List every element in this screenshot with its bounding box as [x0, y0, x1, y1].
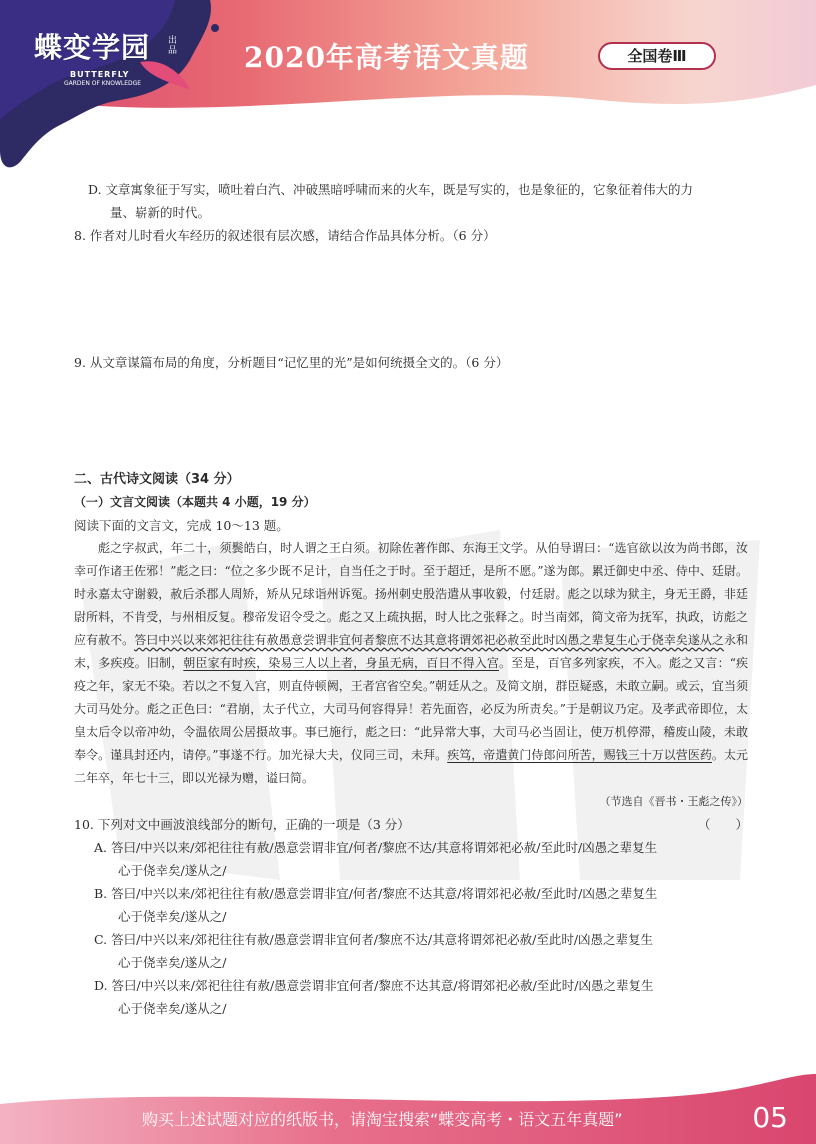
option-c[interactable]: C. 答曰/中兴以来/郊祀往往有赦/愚意尝谓非宜何者/黎庶不达/其意将谓郊祀必赦/至此时/凶愚之辈复生 [94, 932, 654, 947]
answer-space-q9[interactable] [74, 374, 748, 468]
classical-passage [74, 537, 748, 790]
logo-credit: 出品 [168, 36, 178, 56]
page-footer [0, 1074, 816, 1144]
logo-tagline-en: GARDEN OF KNOWLEDGE [64, 80, 142, 87]
page-number: 05 [752, 1101, 788, 1134]
option-c-continuation: 心于侥幸矣/遂从之/ [118, 955, 227, 970]
underlined-sentence-2: 疾笃，帝遣黄门侍郎问所苦，赐钱三十万以营医药 [447, 748, 712, 762]
question-10-header [74, 813, 748, 836]
logo-wordmark: 蝶变学园 [34, 31, 151, 64]
passage-source: （节选自《晋书・王彪之传》） [599, 795, 748, 808]
reading-instruction: 阅读下面的文言文，完成 10～13 题。 [74, 518, 289, 533]
page-content [74, 178, 748, 1020]
question-10-stem: 10. 下列对文中画波浪线部分的断句，正确的一项是（3 分） [74, 817, 410, 832]
wavy-underlined-text: 答曰中兴以来郊祀往往有赦愚意尝谓非宜何者黎庶不达其意将谓郊祀必赦至此时凶愚之辈复生心于侥幸矣遂从之 [134, 633, 724, 647]
answer-space-q8[interactable] [74, 247, 748, 351]
phone-icon [0, 1074, 12, 1092]
passage-part-1: 彪之字叔武，年二十，须鬓皓白，时人谓之王白须。初除佐著作郎、东海王文学。从伯导谓曰：“选官欲以汝为尚书郎，汝幸可作诸王佐邪！”彪之曰：“位之多少既不足计，自当任之于时。至于超迁，是所不愿。”遂为郎。累迁御史中丞、侍中、廷尉。时永嘉太守谢毅，赦后杀郡人周矫，矫从兄球诣州诉冤。扬州刺史殷浩遣从事收毅，付廷尉。彪之以球为狱主，身无王爵，非廷尉所料，不肯受，与州相反复。穆帝发诏令受之。彪之又上疏执据，时人比之张释之。时当南郊，简文帝为抚军，执政，访彪之应有赦不。 [74, 541, 748, 647]
option-d[interactable]: D. 答曰/中兴以来/郊祀往往有赦/愚意尝谓非宜何者/黎庶不达其意/将谓郊祀必赦/至此时/凶愚之辈复生 [94, 978, 654, 993]
option-d-continuation-2: 心于侥幸矣/遂从之/ [118, 1001, 227, 1016]
page-title: 2020年高考语文真题 [244, 41, 529, 74]
option-d-continuation: 量、崭新的时代。 [110, 205, 211, 220]
logo-subtitle-en: BUTTERFLY [70, 70, 130, 79]
subsection-title: （一）文言文阅读（本题共 4 小题，19 分） [74, 495, 316, 509]
underlined-sentence-1: 朝臣家有时疾，染易三人以上者，身虽无病，百日不得入宫 [183, 656, 499, 670]
passage-part-3: 永和末，多疾疫。旧制， [74, 633, 748, 670]
passage-part-7: 。太元二年卒，年七十三，即以光禄为赠，谥曰简。 [74, 748, 748, 785]
option-d-line: D. 文章寓象征于写实，喷吐着白汽、冲破黑暗呼啸而来的火车，既是写实的，也是象征的，它象征着伟大的力 [88, 182, 694, 197]
option-b[interactable]: B. 答曰/中兴以来/郊祀往往有赦/愚意尝谓非宜/何者/黎庶不达其意/将谓郊祀必赦/至此时/凶愚之辈复生 [94, 886, 658, 901]
exam-region-badge: 全国卷Ⅲ [598, 42, 716, 70]
passage-text [74, 537, 748, 790]
question-8: 8. 作者对儿时看火车经历的叙述很有层次感，请结合作品具体分析。（6 分） [74, 228, 496, 243]
option-a[interactable]: A. 答曰/中兴以来/郊祀往往有赦/愚意尝谓非宜/何者/黎庶不达/其意将谓郊祀必赦/至此时/凶愚之辈复生 [94, 840, 658, 855]
question-9: 9. 从文章谋篇布局的角度，分析题目“记忆里的光”是如何统摄全文的。（6 分） [74, 355, 509, 370]
answer-parenthesis[interactable]: （ ） [697, 817, 748, 832]
option-b-continuation: 心于侥幸矣/遂从之/ [118, 909, 227, 924]
option-a-continuation: 心于侥幸矣/遂从之/ [118, 863, 227, 878]
passage-part-5: 。至是，百官多列家疾，不入。彪之又言：“疾疫之年，家无不染。若以之不复入宫，则直侍顿阙，王者宫省空矣。”朝廷从之。及简文崩，群臣疑惑，未敢立嗣。或云，宜当须大司马处分。彪之正色曰：“君崩，太子代立，大司马何容得异！若先面咨，必反为所责矣。”于是朝议乃定。及孝武帝即位，太皇太后令以帝冲幼，令温依周公居摄故事。事已施行，彪之曰：“此异常大事，大司马必当固让，使万机停滞，稽废山陵，未敢奉令。谨具封还内，请停。”事遂不行。加光禄大夫，仪同三司，未拜。 [74, 656, 748, 762]
footer-promo: 购买上述试题对应的纸版书，请淘宝搜索“蝶变高考・语文五年真题” [142, 1110, 623, 1129]
section-title: 二、古代诗文阅读（34 分） [74, 472, 240, 487]
